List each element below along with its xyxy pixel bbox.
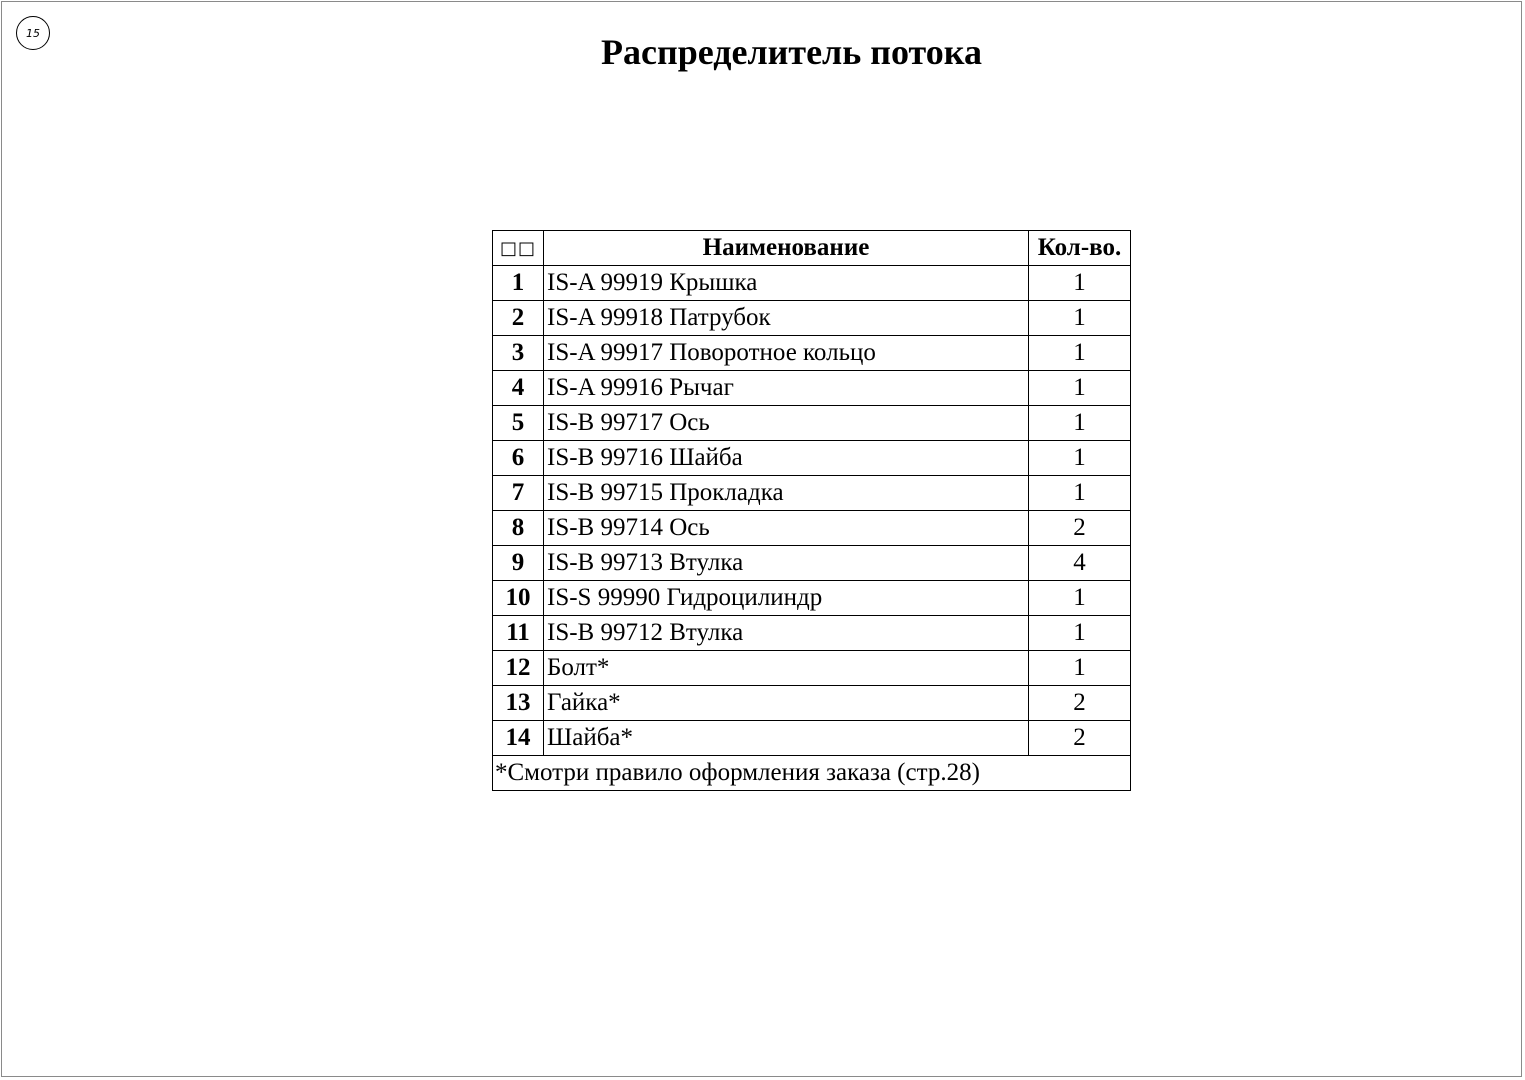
part-quantity-cell: 1 (1029, 581, 1131, 616)
part-quantity-cell: 4 (1029, 546, 1131, 581)
part-number-cell: 4 (493, 371, 544, 406)
parts-table (492, 230, 1131, 791)
table-row (493, 581, 1131, 616)
table-row (493, 266, 1131, 301)
part-quantity-cell: 1 (1029, 651, 1131, 686)
table-header-row (493, 231, 1131, 266)
table-row (493, 406, 1131, 441)
column-header-name: Наименование (544, 231, 1029, 266)
column-header-quantity: Кол-во. (1029, 231, 1131, 266)
table-row (493, 651, 1131, 686)
page-title: Распределитель потока (601, 32, 982, 72)
table-body (493, 266, 1131, 756)
part-quantity-cell: 2 (1029, 511, 1131, 546)
page-number: 15 (26, 26, 40, 40)
part-number-cell: 6 (493, 441, 544, 476)
part-name-cell: IS-B 99712 Втулка (544, 616, 1029, 651)
footnote: *Смотри правило оформления заказа (стр.28) (493, 756, 1131, 791)
part-quantity-cell: 1 (1029, 301, 1131, 336)
table-row (493, 616, 1131, 651)
part-number-cell: 3 (493, 336, 544, 371)
part-number-cell: 13 (493, 686, 544, 721)
part-quantity-cell: 1 (1029, 406, 1131, 441)
part-number-cell: 11 (493, 616, 544, 651)
part-number-cell: 1 (493, 266, 544, 301)
part-name-cell: IS-B 99716 Шайба (544, 441, 1029, 476)
table-row (493, 301, 1131, 336)
part-number-cell: 8 (493, 511, 544, 546)
part-number-cell: 5 (493, 406, 544, 441)
part-name-cell: IS-A 99918 Патрубок (544, 301, 1029, 336)
part-number-cell: 12 (493, 651, 544, 686)
part-name-cell: IS-A 99916 Рычаг (544, 371, 1029, 406)
part-name-cell: Болт* (544, 651, 1029, 686)
part-number-cell: 10 (493, 581, 544, 616)
part-quantity-cell: 1 (1029, 616, 1131, 651)
table-row (493, 721, 1131, 756)
part-name-cell: Шайба* (544, 721, 1029, 756)
part-name-cell: IS-B 99717 Ось (544, 406, 1029, 441)
part-name-cell: IS-A 99917 Поворотное кольцо (544, 336, 1029, 371)
part-quantity-cell: 1 (1029, 266, 1131, 301)
part-quantity-cell: 1 (1029, 371, 1131, 406)
footnote-row (493, 756, 1131, 791)
table-row (493, 511, 1131, 546)
table-row (493, 336, 1131, 371)
part-name-cell: Гайка* (544, 686, 1029, 721)
part-name-cell: IS-B 99714 Ось (544, 511, 1029, 546)
part-quantity-cell: 1 (1029, 476, 1131, 511)
part-name-cell: IS-B 99713 Втулка (544, 546, 1029, 581)
table-row (493, 441, 1131, 476)
part-name-cell: IS-S 99990 Гидроцилиндр (544, 581, 1029, 616)
part-number-cell: 7 (493, 476, 544, 511)
column-header-number: □□ (493, 231, 544, 266)
part-quantity-cell: 1 (1029, 336, 1131, 371)
table-row (493, 546, 1131, 581)
part-name-cell: IS-B 99715 Прокладка (544, 476, 1029, 511)
part-quantity-cell: 1 (1029, 441, 1131, 476)
table-row (493, 686, 1131, 721)
part-quantity-cell: 2 (1029, 686, 1131, 721)
part-quantity-cell: 2 (1029, 721, 1131, 756)
part-number-cell: 14 (493, 721, 544, 756)
table-row (493, 371, 1131, 406)
part-number-cell: 2 (493, 301, 544, 336)
part-name-cell: IS-A 99919 Крышка (544, 266, 1029, 301)
table-row (493, 476, 1131, 511)
part-number-cell: 9 (493, 546, 544, 581)
